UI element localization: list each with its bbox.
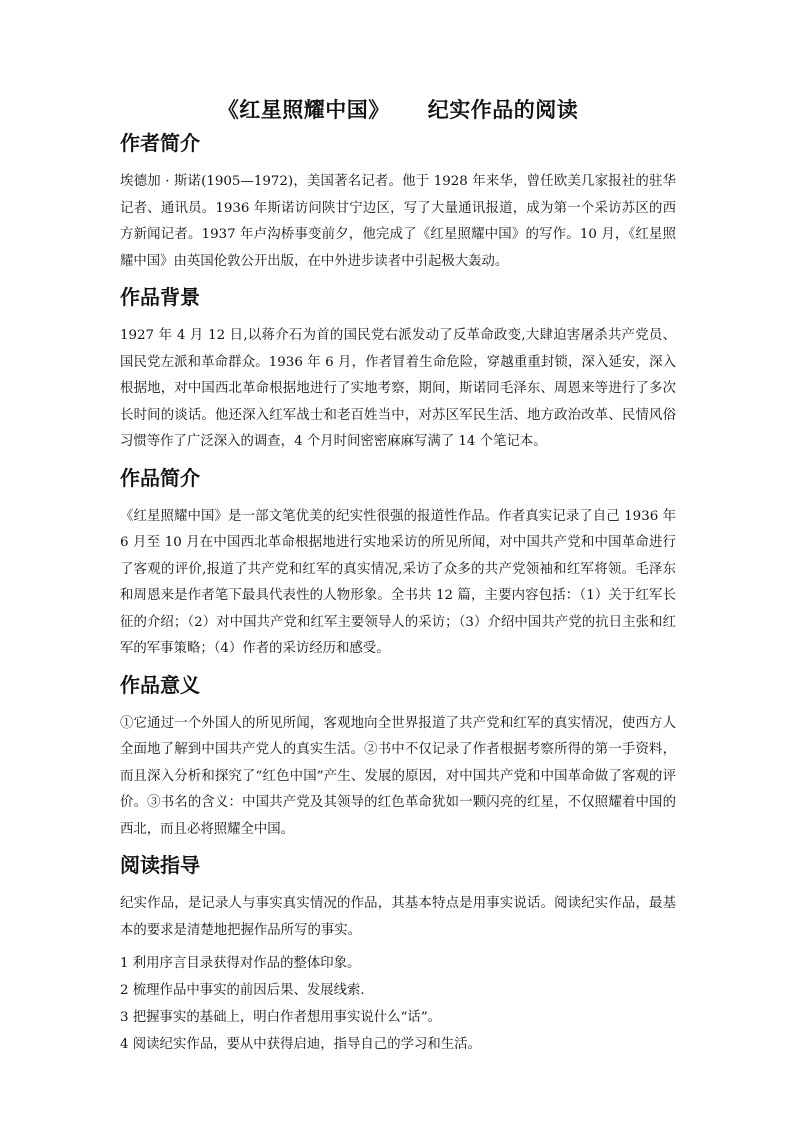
section-significance [120,669,676,844]
author-paragraph: 埃德加 · 斯诺(1905—1972)，美国著名记者。他于 1928 年来华，曾任欧美几家报社的驻华记者、通讯员。1936 年斯诺访问陕甘宁边区，写了大量通讯报道，成为第一个采访苏区的西方新闻记者。1937 年卢沟桥事变前夕，他完成了《红星照耀中国》的写作。10 月，《红星照耀中国》由英国伦敦公开出版，在中外进步读者中引起极大轰动。 [120,174,676,269]
background-paragraph: 1927 年 4 月 12 日,以蒋介石为首的国民党右派发动了反革命政变,大肆迫害屠杀共产党员、国民党左派和革命群众。1936 年 6 月，作者冒着生命危险，穿越重重封锁，深入延安，深入根据地，对中国西北革命根据地进行了实地考察，期间，斯诺同毛泽东、周恩来等进行了多次长时间的谈话。他还深入红军战士和老百姓当中，对苏区军民生活、地方政治改革、民情风俗习惯等作了广泛深入的调查，4 个月时间密密麻麻写满了 14 个笔记本。 [120,328,676,449]
title-book-name: 《红星照耀中国》 [217,97,390,122]
guide-list-item: 3 把握事实的基础上，明白作者想用事实说什么“话”。 [120,1010,442,1025]
document-title [120,93,676,127]
significance-paragraph: ①它通过一个外国人的所见所闻，客观地向全世界报道了共产党和红军的真实情况，使西方人全面地了解到中国共产党人的真实生活。②书中不仅记录了作者根据考察所得的第一手资料，而且深入分析和探究了“红色中国”产生、发展的原因，对中国共产党和中国革命做了客观的评价。③书名的含义：中国共产党及其领导的红色革命犹如一颗闪亮的红星，不仅照耀着中国的西北，而且必将照耀全中国。 [120,715,676,837]
section-background [120,281,676,456]
section-heading-author: 作者简介 [120,131,200,155]
guide-list-item: 1 利用序言目录获得对作品的整体印象。 [120,956,361,971]
section-guide [120,849,676,1058]
intro-paragraph: 《红星照耀中国》是一部文笔优美的纪实性很强的报道性作品。作者真实记录了自己 1936 年 6 月至 10 月在中国西北革命根据地进行实地采访的所见所闻，对中国共产党和中国革命进行了客观的评价,报道了共产党和红军的真实情况,采访了众多的共产党领袖和红军将领。毛泽东和周恩来是作者笔下最具代表性的人物形象。全书共 12 篇，主要内容包括：（1）关于红军长征的介绍；（2）对中国共产党和红军主要领导人的采访；（3）介绍中国共产党的抗日主张和红军的军事策略；（4）作者的采访经历和感受。 [120,508,676,656]
guide-list-item: 4 阅读纪实作品，要从中获得启迪，指导自己的学习和生活。 [120,1037,481,1052]
guide-paragraph: 纪实作品，是记录人与事实真实情况的作品，其基本特点是用事实说话。阅读纪实作品，最基本的要求是清楚地把握作品所写的事实。 [120,896,676,938]
section-intro [120,462,676,663]
section-heading-guide: 阅读指导 [120,853,200,877]
section-heading-significance: 作品意义 [120,672,200,697]
guide-list-item: 2 梳理作品中事实的前因后果、发展线索. [120,983,365,998]
title-subtitle: 纪实作品的阅读 [427,97,579,122]
section-heading-intro: 作品简介 [120,465,200,490]
section-heading-background: 作品背景 [120,285,200,309]
section-author [120,127,676,275]
